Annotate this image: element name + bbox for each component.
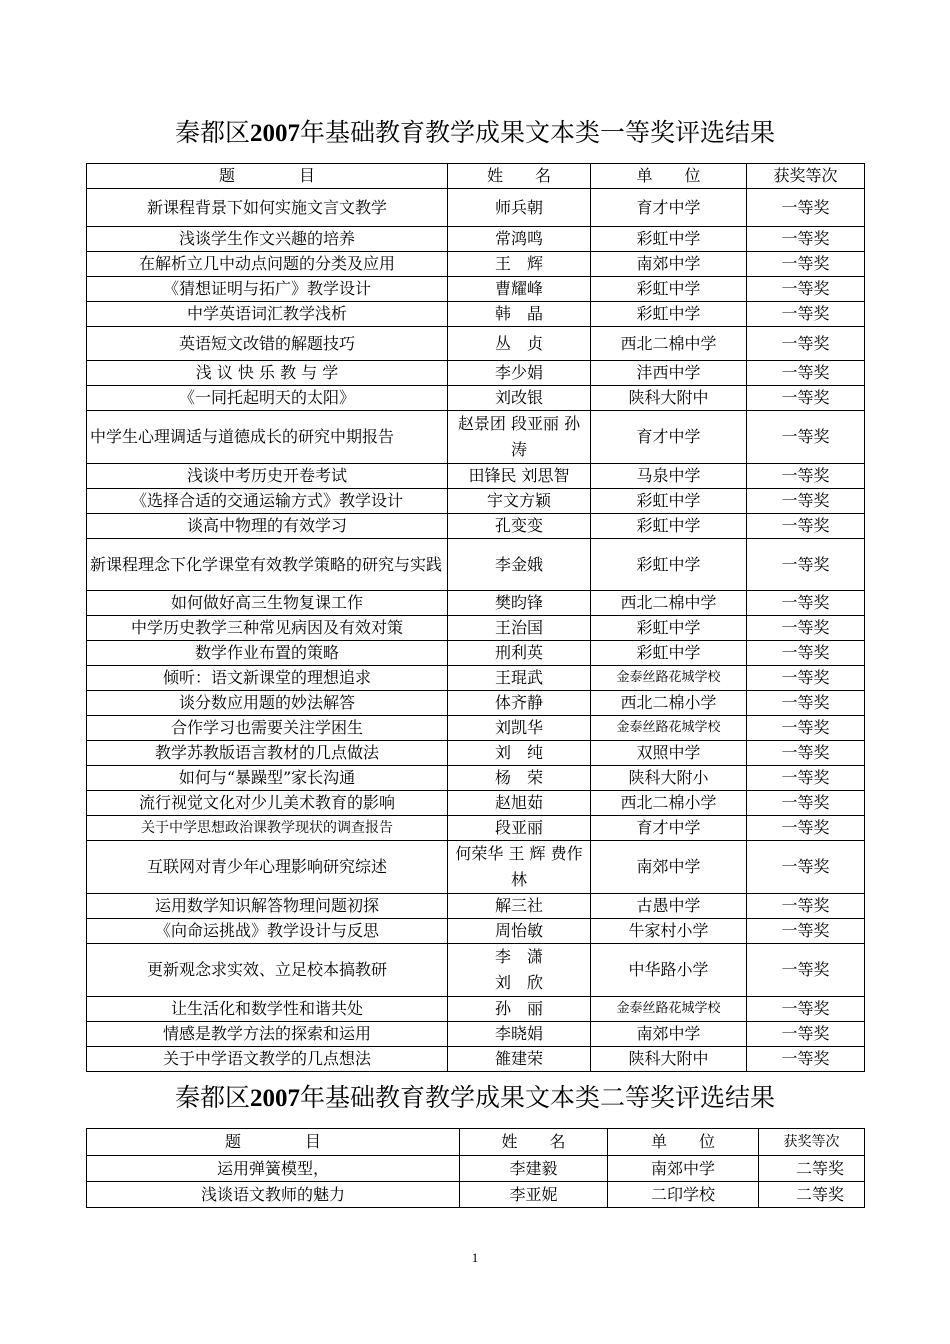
topic-cell: 数学作业布置的策略 [87,641,448,666]
unit-cell: 陕科大附中 [591,1047,747,1072]
topic-cell: 谈分数应用题的妙法解答 [87,691,448,716]
table-row [87,1047,865,1072]
award-cell: 一等奖 [747,252,865,277]
unit-cell: 南郊中学 [591,1022,747,1047]
table-row [87,302,865,327]
table-header-row [87,1129,865,1156]
topic-cell: 流行视觉文化对少儿美术教育的影响 [87,791,448,816]
header-name: 姓 名 [448,164,591,189]
award-cell: 一等奖 [747,894,865,919]
topic-cell: 浅 议 快 乐 教 与 学 [87,361,448,386]
name-cell: 体齐静 [448,691,591,716]
unit-cell: 彩虹中学 [591,539,747,591]
table-row [87,327,865,361]
award-cell: 一等奖 [747,997,865,1022]
table-row [87,361,865,386]
unit-cell: 彩虹中学 [591,616,747,641]
table-row [87,1022,865,1047]
award-cell: 一等奖 [747,691,865,716]
table-row [87,641,865,666]
topic-cell: 如何做好高三生物复课工作 [87,591,448,616]
award-cell: 一等奖 [747,464,865,489]
award-cell: 一等奖 [747,189,865,227]
table-row [87,944,865,997]
table-row [87,691,865,716]
name-cell: 李少娟 [448,361,591,386]
award-cell: 一等奖 [747,1047,865,1072]
table-first-prize [86,163,865,1072]
award-cell: 一等奖 [747,666,865,691]
name-cell: 田锋民 刘思智 [448,464,591,489]
topic-cell: 运用数学知识解答物理问题初探 [87,894,448,919]
unit-cell: 二印学校 [608,1182,759,1208]
topic-cell: 浅谈中考历史开卷考试 [87,464,448,489]
name-cell: 王 辉 [448,252,591,277]
table-row [87,514,865,539]
award-cell: 一等奖 [747,227,865,252]
header-name: 姓 名 [460,1129,608,1156]
table-row [87,591,865,616]
award-cell: 一等奖 [747,716,865,741]
award-cell: 一等奖 [747,919,865,944]
name-cell: 刑利英 [448,641,591,666]
table-row [87,791,865,816]
table-row [87,894,865,919]
unit-cell: 牛家村小学 [591,919,747,944]
unit-cell: 彩虹中学 [591,641,747,666]
topic-cell: 在解析立几中动点问题的分类及应用 [87,252,448,277]
name-cell: 刘 纯 [448,741,591,766]
page-number: 1 [471,1250,479,1265]
award-cell: 一等奖 [747,411,865,464]
topic-cell: 关于中学思想政治课教学现状的调查报告 [87,816,448,841]
unit-cell: 彩虹中学 [591,277,747,302]
topic-cell: 运用弹簧模型， [87,1156,460,1182]
table-row [87,189,865,227]
unit-cell: 西北二棉小学 [591,791,747,816]
header-unit: 单 位 [591,164,747,189]
award-cell: 一等奖 [747,539,865,591]
topic-cell: 合作学习也需要关注学困生 [87,716,448,741]
name-cell: 李建毅 [460,1156,608,1182]
unit-cell: 西北二棉中学 [591,327,747,361]
name-cell: 雒建荣 [448,1047,591,1072]
award-cell: 一等奖 [747,361,865,386]
unit-cell: 彩虹中学 [591,227,747,252]
award-cell: 二等奖 [759,1156,865,1182]
table-row [87,227,865,252]
header-topic: 题 目 [87,164,448,189]
section2-title: 秦都区2007年基础教育教学成果文本类二等奖评选结果 [174,1083,776,1112]
table-row [87,816,865,841]
name-cell: 何荣华 王 辉 费作林 [448,841,591,894]
table-row [87,1156,865,1182]
unit-cell: 陕科大附中 [591,386,747,411]
award-cell: 一等奖 [747,791,865,816]
unit-cell: 育才中学 [591,816,747,841]
award-cell: 一等奖 [747,327,865,361]
topic-cell: 互联网对青少年心理影响研究综述 [87,841,448,894]
name-cell: 孙 丽 [448,997,591,1022]
name-cell: 师兵朝 [448,189,591,227]
unit-cell: 南郊中学 [591,252,747,277]
name-cell: 段亚丽 [448,816,591,841]
name-cell: 王治国 [448,616,591,641]
name-cell: 常鸿鸣 [448,227,591,252]
name-cell: 樊昀锋 [448,591,591,616]
topic-cell: 新课程背景下如何实施文言文教学 [87,189,448,227]
name-cell: 刘凯华 [448,716,591,741]
name-cell: 曹耀峰 [448,277,591,302]
topic-cell: 教学苏教版语言教材的几点做法 [87,741,448,766]
award-cell: 一等奖 [747,944,865,997]
topic-cell: 《一同托起明天的太阳》 [87,386,448,411]
topic-cell: 让生活化和数学性和谐共处 [87,997,448,1022]
unit-cell: 彩虹中学 [591,302,747,327]
name-cell: 李金娥 [448,539,591,591]
award-cell: 一等奖 [747,514,865,539]
table-row [87,716,865,741]
table-row [87,841,865,894]
name-cell: 刘改银 [448,386,591,411]
topic-cell: 中学历史教学三种常见病因及有效对策 [87,616,448,641]
topic-cell: 《选择合适的交通运输方式》教学设计 [87,489,448,514]
name-cell: 宇文方颖 [448,489,591,514]
topic-cell: 情感是教学方法的探索和运用 [87,1022,448,1047]
header-award: 获奖等次 [747,164,865,189]
unit-cell: 南郊中学 [591,841,747,894]
table-row [87,997,865,1022]
table-row [87,489,865,514]
table-row [87,741,865,766]
table-row [87,666,865,691]
table-row [87,277,865,302]
table-row [87,386,865,411]
table-row [87,464,865,489]
topic-cell: 新课程理念下化学课堂有效教学策略的研究与实践 [87,539,448,591]
header-award: 获奖等次 [759,1129,865,1156]
name-cell: 杨 荣 [448,766,591,791]
name-cell: 解三社 [448,894,591,919]
name-cell: 孔变变 [448,514,591,539]
table-row [87,919,865,944]
unit-cell: 中华路小学 [591,944,747,997]
award-cell: 二等奖 [759,1182,865,1208]
topic-cell: 英语短文改错的解题技巧 [87,327,448,361]
topic-cell: 如何与“暴躁型”家长沟通 [87,766,448,791]
unit-cell: 西北二棉小学 [591,691,747,716]
name-cell: 丛 贞 [448,327,591,361]
unit-cell: 彩虹中学 [591,514,747,539]
topic-cell: 更新观念求实效、立足校本搞教研 [87,944,448,997]
name-cell: 赵旭茹 [448,791,591,816]
award-cell: 一等奖 [747,386,865,411]
unit-cell: 马泉中学 [591,464,747,489]
unit-cell: 双照中学 [591,741,747,766]
topic-cell: 中学生心理调适与道德成长的研究中期报告 [87,411,448,464]
topic-cell: 浅谈语文教师的魅力 [87,1182,460,1208]
unit-cell: 陕科大附小 [591,766,747,791]
unit-cell: 育才中学 [591,189,747,227]
topic-cell: 《猜想证明与拓广》教学设计 [87,277,448,302]
unit-cell: 西北二棉中学 [591,591,747,616]
unit-cell: 育才中学 [591,411,747,464]
award-cell: 一等奖 [747,816,865,841]
topic-cell: 谈高中物理的有效学习 [87,514,448,539]
unit-cell: 金泰丝路花城学校 [591,666,747,691]
award-cell: 一等奖 [747,841,865,894]
topic-cell: 关于中学语文教学的几点想法 [87,1047,448,1072]
topic-cell: 浅谈学生作文兴趣的培养 [87,227,448,252]
topic-cell: 中学英语词汇教学浅析 [87,302,448,327]
award-cell: 一等奖 [747,591,865,616]
header-topic: 题 目 [87,1129,460,1156]
topic-cell: 《向命运挑战》教学设计与反思 [87,919,448,944]
name-cell: 王琨武 [448,666,591,691]
header-unit: 单 位 [608,1129,759,1156]
table-row [87,766,865,791]
table-row [87,539,865,591]
award-cell: 一等奖 [747,489,865,514]
table-row [87,1182,865,1208]
name-cell: 韩 晶 [448,302,591,327]
table-row [87,411,865,464]
table-second-prize [86,1128,865,1208]
award-cell: 一等奖 [747,302,865,327]
unit-cell: 彩虹中学 [591,489,747,514]
section1-title: 秦都区2007年基础教育教学成果文本类一等奖评选结果 [174,118,776,147]
award-cell: 一等奖 [747,641,865,666]
award-cell: 一等奖 [747,277,865,302]
award-cell: 一等奖 [747,741,865,766]
unit-cell: 金泰丝路花城学校 [591,997,747,1022]
unit-cell: 古愚中学 [591,894,747,919]
name-cell: 李 潇 刘 欣 [448,944,591,997]
unit-cell: 沣西中学 [591,361,747,386]
unit-cell: 南郊中学 [608,1156,759,1182]
award-cell: 一等奖 [747,1022,865,1047]
unit-cell: 金泰丝路花城学校 [591,716,747,741]
award-cell: 一等奖 [747,766,865,791]
name-cell: 李晓娟 [448,1022,591,1047]
topic-cell: 倾听：语文新课堂的理想追求 [87,666,448,691]
name-cell: 李亚妮 [460,1182,608,1208]
award-cell: 一等奖 [747,616,865,641]
table-row [87,252,865,277]
name-cell: 周怡敏 [448,919,591,944]
table-header-row [87,164,865,189]
name-cell: 赵景团 段亚丽 孙 涛 [448,411,591,464]
table-row [87,616,865,641]
